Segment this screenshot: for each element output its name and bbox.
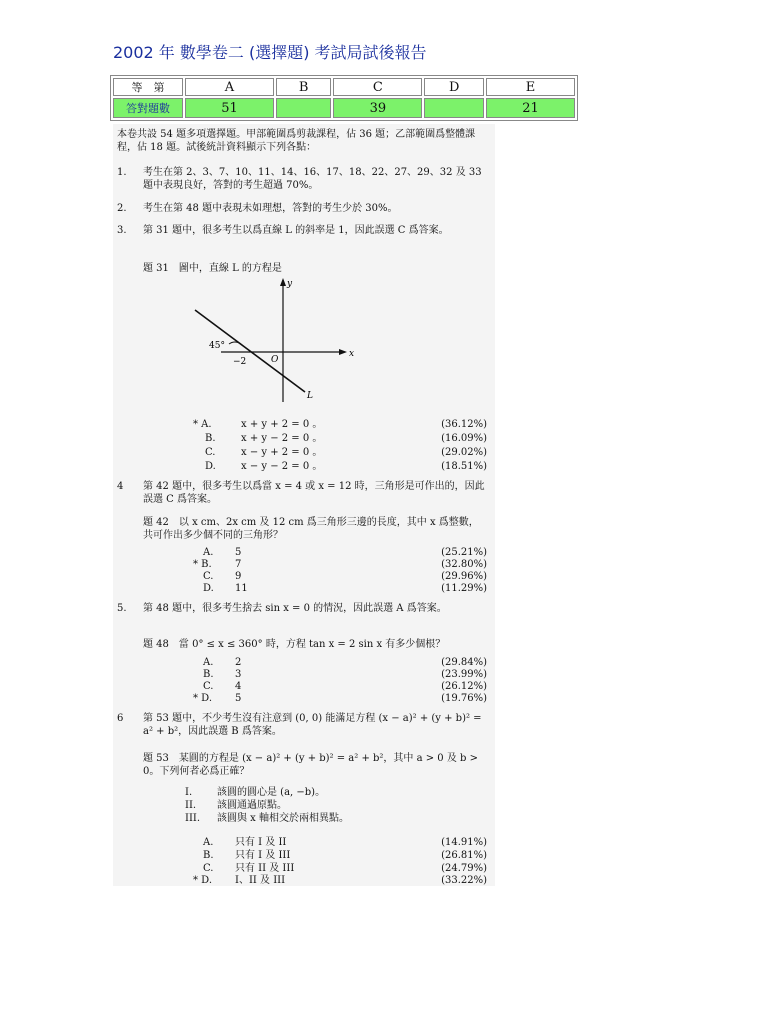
report-scan	[113, 124, 495, 886]
option-mark: A.	[203, 657, 214, 668]
option-mark: A.	[203, 547, 214, 558]
intro-text: 本卷共設 54 題多項選擇題。甲部範圍爲剪裁課程，佔 36 題；乙部範圍爲整體課程，佔 18 題。試後統計資料顯示下列各點：	[117, 129, 476, 153]
option-percent: (24.79%)	[441, 863, 487, 874]
option-mark: D.	[203, 583, 214, 594]
option-text: 9	[235, 571, 242, 582]
option-mark: * B.	[193, 559, 212, 570]
point-text: 第 53 題中，不少考生沒有注意到 (0, 0) 能滿足方程 (x − a)² + (y + b)² = a² + b²，因此誤選 B 爲答案。	[143, 713, 482, 737]
option-text: x + y − 2 = 0 。	[241, 433, 323, 444]
grade-table	[110, 75, 578, 121]
origin-label: O	[271, 355, 279, 365]
intercept-label: −2	[233, 357, 247, 367]
option-text: 只有 I 及 III	[235, 850, 291, 861]
point-text: 考生在第 48 題中表現未如理想，答對的考生少於 30%。	[143, 203, 398, 214]
count-row	[113, 98, 575, 118]
statement-text: 該圓的圓心是 (a, −b)。	[217, 787, 326, 798]
statement-text: 該圓與 x 軸相交於兩相異點。	[217, 813, 349, 824]
x-axis-arrow	[339, 349, 347, 355]
grade-row	[113, 78, 575, 96]
y-axis-label: y	[287, 279, 293, 289]
line-label: L	[307, 391, 313, 401]
count-cell: 51	[185, 98, 274, 118]
option-mark: * D.	[193, 875, 213, 886]
option-mark: C.	[203, 571, 214, 582]
option-text: 5	[235, 547, 242, 558]
option-percent: (26.81%)	[441, 850, 487, 861]
point-text: 考生在第 2、3、7、10、11、14、16、17、18、22、27、29、32 及 33 題中表現良好，答對的考生超過 70%。	[143, 167, 482, 191]
point-number: 1.	[117, 167, 127, 178]
option-percent: (14.91%)	[441, 837, 487, 848]
option-percent: (29.02%)	[441, 447, 487, 458]
option-percent: (16.09%)	[441, 433, 487, 444]
option-percent: (29.84%)	[441, 657, 487, 668]
grade-label: 等 第	[113, 78, 183, 96]
q53-stem: 題 53 某圓的方程是 (x − a)² + (y + b)² = a² + b²，其中 a > 0 及 b > 0。下列何者必爲正確？	[143, 753, 478, 777]
option-text: I、II 及 III	[235, 875, 286, 886]
grade-cell: B	[276, 78, 331, 96]
option-text: x − y + 2 = 0 。	[241, 447, 323, 458]
statement-roman: II.	[185, 800, 197, 811]
line-L	[195, 310, 305, 392]
option-mark: C.	[203, 863, 214, 874]
option-mark: C.	[205, 447, 216, 458]
option-mark: C.	[203, 681, 214, 692]
q42-stem: 題 42 以 x cm、2x cm 及 12 cm 爲三角形三邊的長度，其中 x 爲整數，共可作出多少個不同的三角形？	[143, 517, 479, 541]
q48-stem: 題 48 當 0° ≤ x ≤ 360° 時，方程 tan x = 2 sin x 有多少個根？	[143, 639, 446, 650]
option-percent: (26.12%)	[441, 681, 487, 692]
count-cell	[424, 98, 484, 118]
option-mark: D.	[205, 461, 216, 472]
statement-roman: I.	[185, 787, 193, 798]
grade-cell: A	[185, 78, 274, 96]
option-text: x + y + 2 = 0 。	[241, 419, 323, 430]
grade-cell: E	[486, 78, 575, 96]
option-text: 2	[235, 657, 242, 668]
point-number: 4	[117, 481, 124, 492]
option-text: 7	[235, 559, 242, 570]
option-percent: (29.96%)	[441, 571, 487, 582]
option-mark: B.	[205, 433, 216, 444]
option-percent: (18.51%)	[441, 461, 487, 472]
option-text: 3	[235, 669, 242, 680]
y-axis-arrow	[280, 278, 286, 286]
option-text: 只有 I 及 II	[235, 837, 287, 848]
x-axis-label: x	[349, 349, 355, 359]
grade-cell: C	[333, 78, 422, 96]
point-number: 6	[117, 713, 124, 724]
option-percent: (36.12%)	[441, 419, 487, 430]
option-mark: * D.	[193, 693, 213, 704]
point-number: 5.	[117, 603, 127, 614]
option-mark: * A.	[193, 419, 212, 430]
q31-stem: 題 31 圖中，直線 L 的方程是	[143, 263, 282, 274]
point-number: 3.	[117, 225, 127, 236]
option-mark: B.	[203, 669, 214, 680]
angle-arc	[229, 342, 243, 346]
option-percent: (11.29%)	[441, 583, 487, 594]
count-cell	[276, 98, 331, 118]
option-percent: (25.21%)	[441, 547, 487, 558]
count-label: 答對題數	[113, 98, 183, 118]
point-text: 第 48 題中，很多考生捨去 sin x = 0 的情況，因此誤選 A 爲答案。	[143, 603, 447, 614]
statement-roman: III.	[185, 813, 201, 824]
option-percent: (23.99%)	[441, 669, 487, 680]
option-text: 4	[235, 681, 242, 692]
option-mark: A.	[203, 837, 214, 848]
option-percent: (19.76%)	[441, 693, 487, 704]
count-cell: 21	[486, 98, 575, 118]
option-text: 11	[235, 583, 248, 594]
option-text: x − y − 2 = 0 。	[241, 461, 323, 472]
point-text: 第 31 題中，很多考生以爲直線 L 的斜率是 1，因此誤選 C 爲答案。	[143, 225, 449, 236]
angle-label: 45°	[209, 341, 225, 351]
option-text: 5	[235, 693, 242, 704]
q31-figure	[183, 276, 363, 406]
option-percent: (32.80%)	[441, 559, 487, 570]
statement-text: 該圓通過原點。	[217, 800, 287, 811]
point-text: 第 42 題中，很多考生以爲當 x = 4 或 x = 12 時，三角形是可作出的，因此誤選 C 爲答案。	[143, 481, 485, 505]
grade-cell: D	[424, 78, 484, 96]
option-percent: (33.22%)	[441, 875, 487, 886]
page-title: 2002 年 數學卷二 (選擇題) 考試局試後報告	[113, 43, 427, 62]
option-text: 只有 II 及 III	[235, 863, 295, 874]
point-number: 2.	[117, 203, 127, 214]
count-cell: 39	[333, 98, 422, 118]
option-mark: B.	[203, 850, 214, 861]
